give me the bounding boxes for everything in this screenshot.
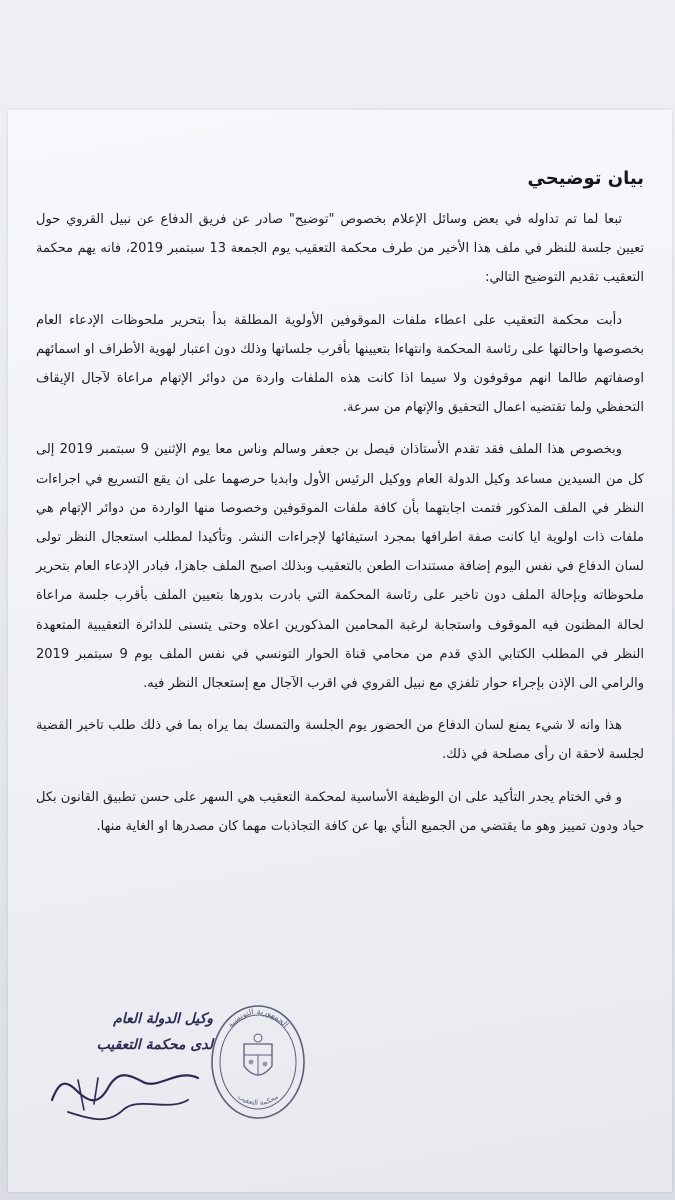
handwritten-signature <box>38 1060 213 1130</box>
document-page <box>8 110 672 1192</box>
seal-bottom-text: محكمة التعقيب <box>236 1092 280 1107</box>
signatory-line-1: وكيل الدولة العام <box>113 1011 213 1027</box>
document-title: بيان توضيحي <box>527 168 644 189</box>
svg-text:الجمهورية التونسية <box>226 1007 290 1029</box>
paragraph-priority: دأبت محكمة التعقيب على اعطاء ملفات الموقوفين الأولوية المطلقة بدأ بتحرير ملحوظات الإدعاء العام بخصوصها واحالتها على رئاسة المحكمة وانتهاءا بتعيينها بأقرب جلساتها وذلك دون اعتبار لهوية الأطراف او اسمائهم اوصفاتهم طالما انهم موقوفون ولا سيما اذا كانت هذه الملفات واردة من دوائر الإتهام مراعاة لآجال الإيقاف التحفظي ولما تقتضيه اعمال التحقيق والإتهام من سرعة. <box>36 312 644 416</box>
paragraph-intro: تبعا لما تم تداوله في بعض وسائل الإعلام بخصوص "توضيح" صادر عن فريق الدفاع عن نبيل القروي حول تعيين جلسة للنظر في ملف هذا الأخير من طرف محكمة التعقيب يوم الجمعة 13 سبتمبر 2019، فانه يهم محكمة التعقيب تقديم التوضيح التالي: <box>36 212 645 286</box>
seal-top-text: الجمهورية التونسية <box>225 1006 291 1030</box>
paragraph-case-details: وبخصوص هذا الملف فقد تقدم الأستاذان فيصل بن جعفر وسالم وناس معا يوم الإثنين 9 سبتمبر 2019 إلى كل من السيدين مساعد وكيل الدولة العام ووكيل الرئيس الأول وابديا حرصهما على ان يقع التسريع في اجراءات النظر في الملف المذكور فتمت اجابتهما بأن كافة ملفات الموقوفين وخصوصا منها الواردة من دوائر الإتهام هي ملفات ذات اولوية ايا كانت صفة اطرافها بمجرد استيفائها لإجراءات النشر. وتأكيدا لمطلب استعجال النظر تولى لسان الدفاع في نفس اليوم إضافة مستندات الطعن بالتعقيب وبذلك اصبح الملف جاهزا، فبادر الإدعاء العام بتحرير ملحوظاته وبإحالة الملف دون تاخير على رئاسة المحكمة التي بادرت بدورها بتعيين الملف بأقرب جلسة مراعاة لحالة المظنون فيه الموقوف واستجابة لرغبة المحامين المذكورين اعلاه وحتى يتسنى للدائرة التعقيبية المتعهدة النظر في المطلب الكتابي الذي قدم من محامي قناة الحوار التونسي في نفس الملف يوم 9 سبتمبر 2019 والرامي الى الإذن بإجراء حوار تلفزي مع نبيل القروي في اقرب الآجال مع إستعجال النظر فيه. <box>36 442 644 692</box>
signatory-title <box>38 1006 213 1058</box>
official-seal <box>208 1000 308 1120</box>
paragraph-conclusion: و في الختام يجدر التأكيد على ان الوظيفة الأساسية لمحكمة التعقيب هي السهر على حسن تطبيق القانون بكل حياد ودون تمييز وهو ما يقتضي من الجميع النأي بها عن كافة التجاذبات مهما كان مصدرها او الغاية منها. <box>36 789 644 834</box>
document-body <box>36 165 644 854</box>
signatory-line-2: لدى محكمة التعقيب <box>96 1037 213 1053</box>
signature-block <box>38 1000 298 1150</box>
paragraph-defense: هذا وانه لا شيء يمنع لسان الدفاع من الحضور يوم الجلسة والتمسك بما يراه بما في ذلك طلب تاخير القضية لجلسة لاحقة ان رأى مصلحة في ذلك. <box>36 718 644 763</box>
